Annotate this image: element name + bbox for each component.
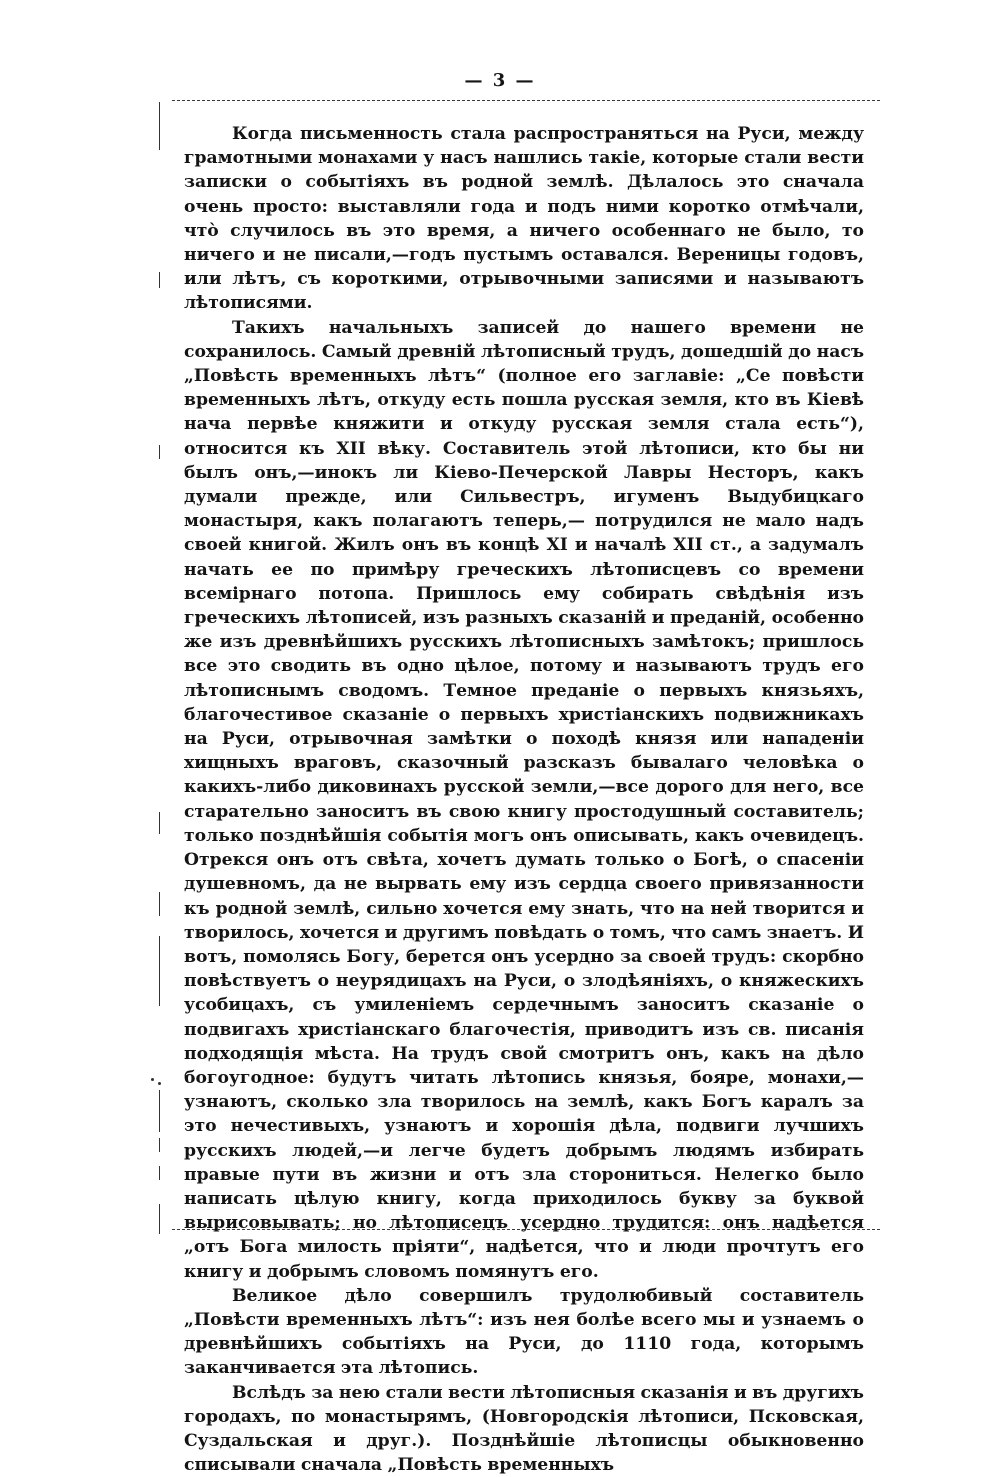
margin-mark [159, 892, 160, 916]
margin-mark [159, 1166, 160, 1180]
margin-mark [159, 445, 160, 459]
margin-marks [157, 100, 165, 1240]
margin-dot [158, 1082, 161, 1085]
page-number: — 3 — [464, 70, 536, 91]
paragraph: Когда письменность стала распространяться на Руси, между грамотными монахами у насъ нашлись такіе, которые стали вести записки о событіяхъ въ родной землѣ. Дѣлалось это сначала очень просто: выставляли года и подъ ними коротко отмѣчали, что̀ случилось въ это время, а ничего особеннаго не было, то ничего и не писали,—годъ пустымъ оставался. Вереницы годовъ, или лѣтъ, съ короткими, отрывочными записями и называютъ лѣтописями. [184, 124, 864, 314]
margin-mark [159, 1204, 160, 1234]
margin-mark [159, 936, 160, 1006]
paragraph: Великое дѣло совершилъ трудолюбивый составитель „Повѣсти временныхъ лѣтъ“: изъ нея болѣе всего мы и узнаемъ о древнѣйшихъ событіяхъ на Руси, до 1110 года, которымъ заканчивается эта лѣтопись. [184, 1285, 864, 1379]
margin-mark [159, 1090, 160, 1132]
margin-mark [159, 272, 160, 288]
margin-mark [159, 812, 160, 834]
paragraph: Такихъ начальныхъ записей до нашего времени не сохранилось. Самый древній лѣтописный трудъ, дошедшій до насъ „Повѣсть временныхъ лѣтъ“ (полное его заглавіе: „Се повѣсти временныхъ лѣтъ, откуду есть пошла русская земля, кто въ Кіевѣ нача первѣе княжити и откуду русская земля стала есть“), относится къ XII вѣку. Составитель этой лѣтописи, кто бы ни былъ онъ,—инокъ ли Кіево-Печерской Лавры Несторъ, какъ думали прежде, или Сильвестръ, игуменъ Выдубицкаго монастыря, какъ полагаютъ теперь,— потрудился не мало надъ своей книгой. Жилъ онъ въ концѣ XI и началѣ XII ст., а задумалъ начать ее по примѣру греческихъ лѣтописцевъ со времени всемірнаго потопа. Пришлось ему собирать свѣдѣнія изъ греческихъ лѣтописей, изъ разныхъ сказаній и преданій, особенно же изъ древнѣйшихъ русскихъ лѣтописныхъ замѣтокъ; пришлось все это сводить въ одно цѣлое, потому и называютъ трудъ его лѣтописнымъ сводомъ. Темное преданіе о первыхъ князьяхъ, благочестивое сказаніе о первыхъ христіанскихъ подвижникахъ на Руси, отрывочная замѣтки о походѣ князя или нападеніи хищныхъ враговъ, сказочный разсказъ бывалаго человѣка о какихъ-либо диковинахъ русской земли,—все дорого для него, все старательно заноситъ въ свою книгу простодушный составитель; только позднѣйшія событія могъ онъ описывать, какъ очевидецъ. Отрекся онъ отъ свѣта, хочетъ думать только о Богѣ, о спасеніи душевномъ, да не вырвать ему изъ сердца своего привязанности къ родной землѣ, сильно хочется ему знать, что на ней творится и творилось, хочется и другимъ повѣдать о томъ, что самъ знаетъ. И вотъ, помолясь Богу, берется онъ усердно за своей трудъ: скорбно повѣствуетъ о неурядицахъ на Руси, о злодѣяніяхъ, о княжескихъ усобицахъ, съ умиленіемъ сердечнымъ заноситъ сказаніе о подвигахъ христіанскаго благочестія, приводитъ изъ св. писанія подходящія мѣста. На трудъ свой смотритъ онъ, какъ на дѣло богоугодное: будутъ читать лѣтопись князья, бояре, монахи,— узнаютъ, сколько зла творилось на землѣ, какъ Богъ каралъ за это нечестивыхъ, узнаютъ и хорошія дѣла, подвиги лучшихъ русскихъ людей,—и легче будетъ добрымъ людямъ избирать правые пути въ жизни и отъ зла сторониться. Нелегко было написать цѣлую книгу, когда приходилось букву за буквой вырисовывать; но лѣтописецъ усердно трудится: онъ надѣется „отъ Бога милость пріяти“, надѣется, что и люди прочтутъ его книгу и добрымъ словомъ помянутъ его. [184, 317, 864, 1282]
margin-dot [151, 1078, 154, 1081]
header-rule [172, 100, 880, 101]
paragraph: Вслѣдъ за нею стали вести лѣтописныя сказанія и въ другихъ городахъ, по монастырямъ, (Новгородскія лѣтописи, Псковская, Суздальская и друг.). Позднѣйшіе лѣтописцы обыкновенно списывали сначала „Повѣсть временныхъ [184, 1382, 864, 1476]
footer-rule [172, 1229, 880, 1230]
margin-mark [159, 102, 160, 150]
margin-mark [159, 1138, 160, 1152]
body-text [184, 122, 864, 1477]
